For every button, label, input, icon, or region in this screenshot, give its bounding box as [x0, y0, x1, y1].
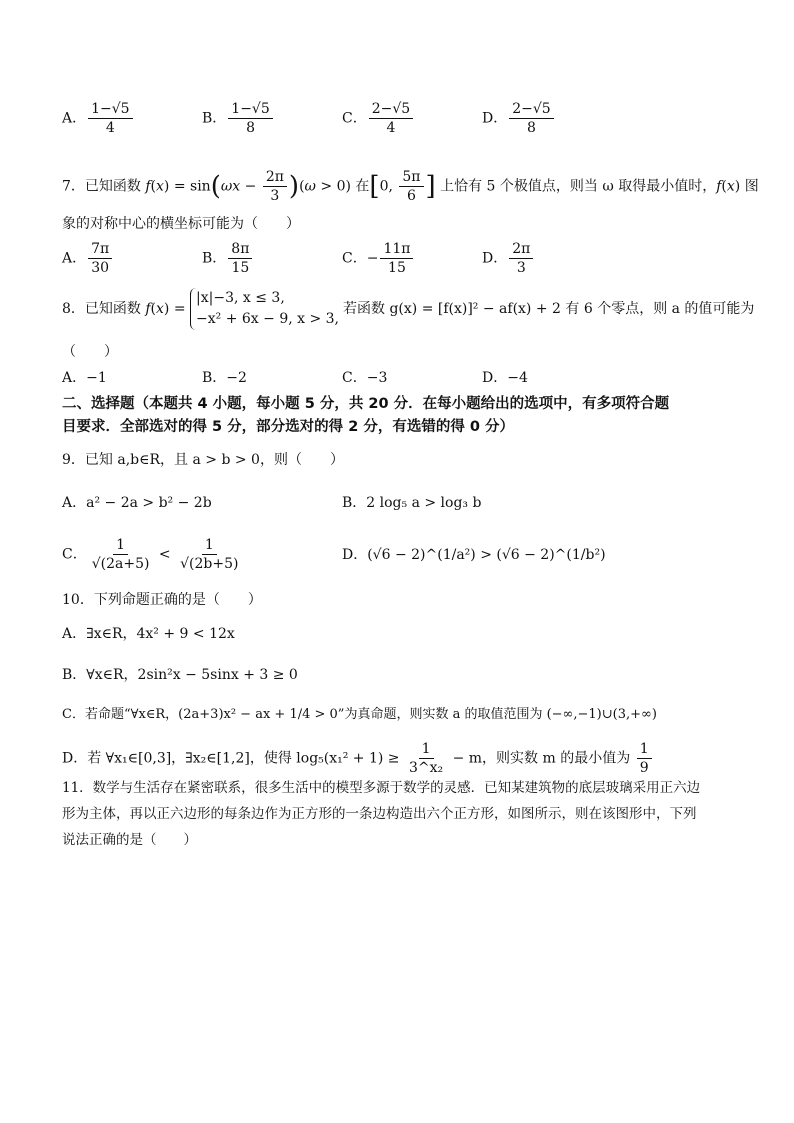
q10-d-ans-num: 1 — [637, 740, 652, 759]
q10-option-b: B．∀x∈R，2sin²x − 5sinx + 3 ≥ 0 — [62, 667, 298, 683]
q7-b-den: 15 — [231, 260, 250, 276]
q9-c-label: C． — [62, 546, 87, 563]
q6-option-d — [482, 100, 556, 137]
section2-heading-line2: 目要求．全部选对的得 5 分，部分选对的得 2 分，有选错的得 0 分） — [62, 419, 515, 435]
q6-b-den: 8 — [246, 120, 255, 136]
q6-a-label: A． — [62, 110, 87, 127]
q7-d-num: 2π — [509, 240, 533, 259]
q7-c-frac — [380, 240, 413, 277]
q8-piecewise — [190, 288, 339, 330]
q7-option-b — [202, 240, 254, 277]
q9-option-b: B．2 log₅ a > log₃ b — [342, 495, 482, 511]
q8-option-c: C．−3 — [342, 370, 388, 386]
q10-d-frac-den: 3^x₂ — [408, 760, 444, 776]
q9-c-frac2 — [177, 536, 241, 573]
q10-option-c: C．若命题“∀x∈R，(2a+3)x² − ax + 1/4 > 0”为真命题，则实数 a 的取值范围为 (−∞,−1)∪(3,+∞) — [62, 707, 657, 722]
q7-frac-2pi3: $\frac{2\pi}{3}$ — [263, 168, 287, 205]
q9-c-num2: 1 — [202, 536, 217, 555]
q8-stem: 8．已知函数 f(x) = |x|−3, x ≤ 3, −x² + 6x − 9, x > 3, 若函数 g(x) = [f(x)]² − af(x) + 2 有 6 个零点，则 a 的值可能为 — [62, 288, 754, 330]
q6-d-label: D． — [482, 110, 508, 127]
q8-piece1: |x|−3, x ≤ 3, — [196, 290, 285, 306]
q8-option-d: D．−4 — [482, 370, 528, 386]
q7-stem-line2: 象的对称中心的横坐标可能为（ ） — [62, 216, 300, 232]
q9-c-frac1 — [89, 536, 153, 573]
q7-b-num: 8π — [228, 240, 252, 259]
q11-line2: 形为主体，再以正六边形的每条边作为正方形的一条边构造出六个正方形，如图所示，则在该图形中，下列 — [62, 806, 697, 822]
q9-c-num1: 1 — [113, 536, 128, 555]
q7-d-den: 3 — [516, 260, 526, 276]
q7-d-label: D． — [482, 250, 508, 267]
q7-option-a — [62, 240, 114, 277]
q7-frac-5pi6: $\frac{5\pi}{6}$ — [399, 168, 423, 205]
q9-option-c: C． $\frac{1}{√(2a+5)}$ < $\frac{1}{√(2b+5)}$ — [62, 536, 243, 573]
q7-c-num: 11π — [380, 240, 413, 259]
q7-b-frac — [228, 240, 252, 277]
q11-line1: 11．数学与生活存在紧密联系，很多生活中的模型多源于数学的灵感．已知某建筑物的底层玻璃采用正六边 — [62, 780, 701, 796]
q7-option-c — [342, 240, 415, 277]
q8-piece2: −x² + 6x − 9, x > 3, — [196, 311, 340, 327]
q7-a-label: A． — [62, 250, 87, 267]
q9-option-a: A．a² − 2a > b² − 2b — [62, 495, 212, 511]
q9-option-d: D．(√6 − 2)^(1/a²) > (√6 − 2)^(1/b²) — [342, 547, 606, 563]
q10-d-text-b: − m，则实数 m 的最小值为 — [448, 750, 635, 767]
q6-a-num: 1−√5 — [88, 100, 132, 119]
q7-stem-a: 7．已知函数 — [62, 178, 146, 195]
q9-c-den1: √(2a+5) — [91, 556, 150, 572]
q6-a-frac — [88, 100, 132, 137]
q6-option-a — [62, 100, 135, 137]
q10-option-d — [62, 740, 654, 777]
q10-d-ans-frac — [637, 740, 652, 777]
q10-d-text-a: D．若 ∀x₁∈[0,3]，∃x₂∈[1,2]，使得 log₅(x₁² + 1) ≥ — [62, 750, 404, 767]
q10-d-ans-den: 9 — [639, 760, 649, 776]
q10-stem: 10．下列命题正确的是（ ） — [62, 592, 262, 608]
q7-b-label: B． — [202, 250, 227, 267]
q7-stem: 7．已知函数 f(x) = sin(ωx − $\frac{2\pi}{3}$ )(ω > 0) 在[0, $\frac{5\pi}{6}$ ] 上恰有 5 个极值点，则当 ω 取得最小值时，f(x) 图 — [62, 169, 759, 204]
q9-c-den2: √(2b+5) — [180, 556, 239, 572]
q7-c-label: C．− — [342, 250, 379, 267]
q6-b-frac — [228, 100, 272, 137]
q8-option-b: B．−2 — [202, 370, 247, 386]
q6-d-den: 8 — [527, 120, 536, 136]
q6-c-num: 2−√5 — [369, 100, 413, 119]
q10-d-frac — [406, 740, 446, 777]
q7-d-frac — [509, 240, 533, 277]
q8-stem-b: 若函数 g(x) = [f(x)]² − af(x) + 2 有 6 个零点，则 a 的值可能为 — [343, 301, 755, 317]
q8-stem-a: 8．已知函数 — [62, 301, 146, 317]
q6-c-frac — [369, 100, 413, 137]
q7-a-num: 7π — [88, 240, 112, 259]
q6-a-den: 4 — [105, 120, 115, 136]
q6-c-den: 4 — [386, 120, 396, 136]
q7-stem-c: 图 — [740, 178, 759, 195]
q7-a-frac — [88, 240, 112, 277]
q6-option-c — [342, 100, 415, 137]
q8-stem-line2: （ ） — [62, 344, 118, 360]
q6-b-label: B． — [202, 110, 227, 127]
q6-option-b — [202, 100, 275, 137]
q7-c-den: 15 — [388, 260, 406, 276]
q11-line3: 说法正确的是（ ） — [62, 832, 197, 848]
q7-option-d — [482, 240, 535, 277]
q8-option-a: A．−1 — [62, 370, 107, 386]
q6-d-frac — [509, 100, 553, 137]
section2-heading-line1: 二、选择题（本题共 4 小题，每小题 5 分，共 20 分．在每小题给出的选项中，有多项符合题 — [62, 396, 670, 412]
q10-d-frac-num: 1 — [419, 740, 434, 759]
q7-a-den: 30 — [91, 260, 110, 276]
q9-stem: 9．已知 a,b∈R，且 a > b > 0，则（ ） — [62, 452, 344, 468]
q6-c-label: C． — [342, 110, 367, 127]
q6-b-num: 1−√5 — [228, 100, 272, 119]
q10-option-a: A．∃x∈R，4x² + 9 < 12x — [62, 626, 235, 642]
q6-d-num: 2−√5 — [509, 100, 553, 119]
q7-stem-b: 上恰有 5 个极值点，则当 ω 取得最小值时， — [435, 178, 717, 195]
